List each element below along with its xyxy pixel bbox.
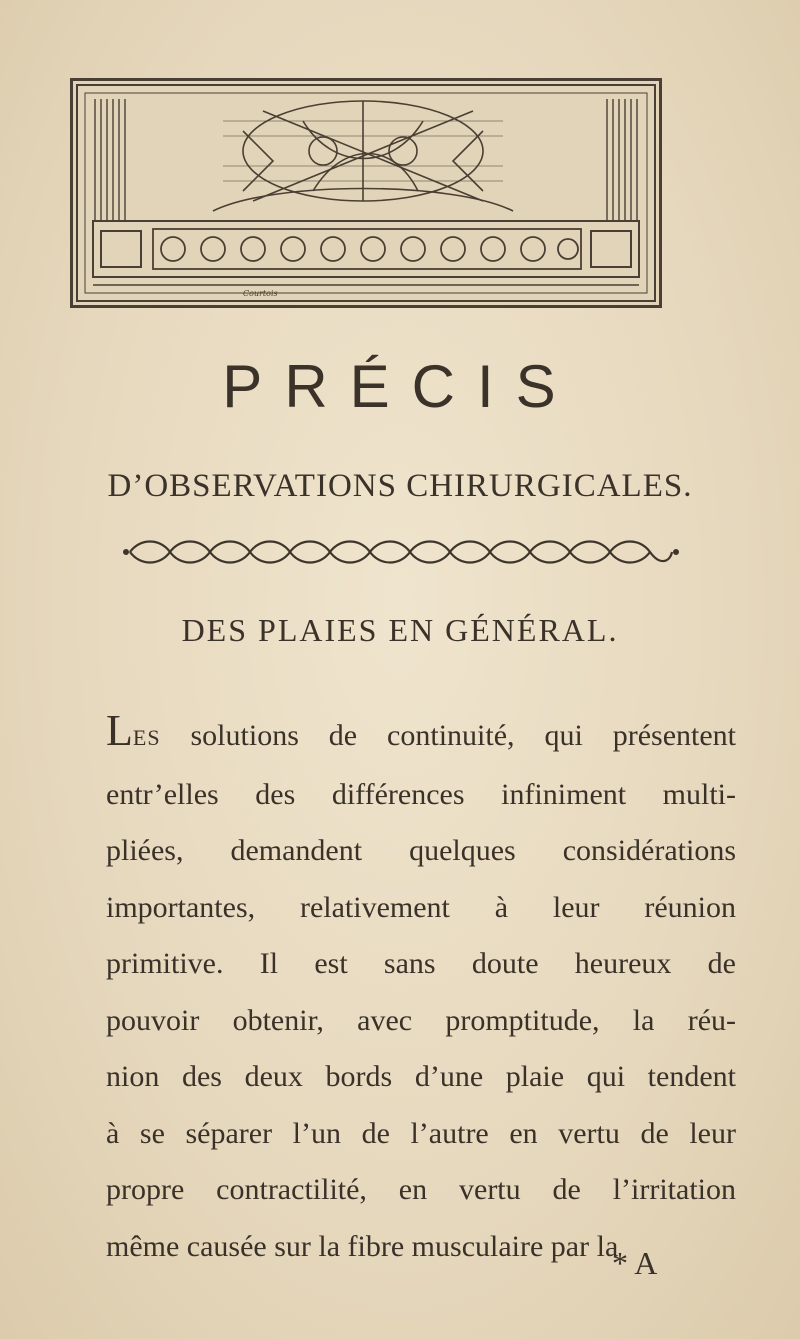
body-paragraph <box>106 708 736 1275</box>
page-subtitle: D’OBSERVATIONS CHIRURGICALES. <box>107 468 693 504</box>
signature-mark: * A <box>612 1245 658 1281</box>
text-line: propre contractilité, en vertu de l’irritation <box>106 1173 736 1206</box>
engraved-headpiece-illustration <box>70 78 662 308</box>
section-heading: DES PLAIES EN GÉNÉRAL. <box>181 612 619 648</box>
engraver-signature: Courtois <box>243 289 278 298</box>
text-line: pliées, demandent quelques considérations <box>106 834 736 867</box>
decorative-rule-ornament <box>120 532 680 572</box>
small-caps: ES <box>132 725 161 750</box>
text-line: entr’elles des différences infiniment multi- <box>106 777 736 811</box>
text-line: à se séparer l’un de l’autre en vertu de leur <box>106 1116 736 1150</box>
text-line: primitive. Il est sans doute heureux de <box>106 947 736 980</box>
text-line: nion des deux bords d’une plaie qui tendent <box>106 1060 736 1093</box>
drop-cap: L <box>106 706 133 755</box>
text-line: LES solutions de continuité, qui présentent <box>106 706 736 755</box>
text-line: pouvoir obtenir, avec promptitude, la réu- <box>106 1003 736 1037</box>
page-title: PRÉCIS <box>222 353 578 420</box>
text-line: même causée sur la fibre musculaire par la <box>106 1229 619 1263</box>
text-line: importantes, relativement à leur réunion <box>106 890 736 924</box>
